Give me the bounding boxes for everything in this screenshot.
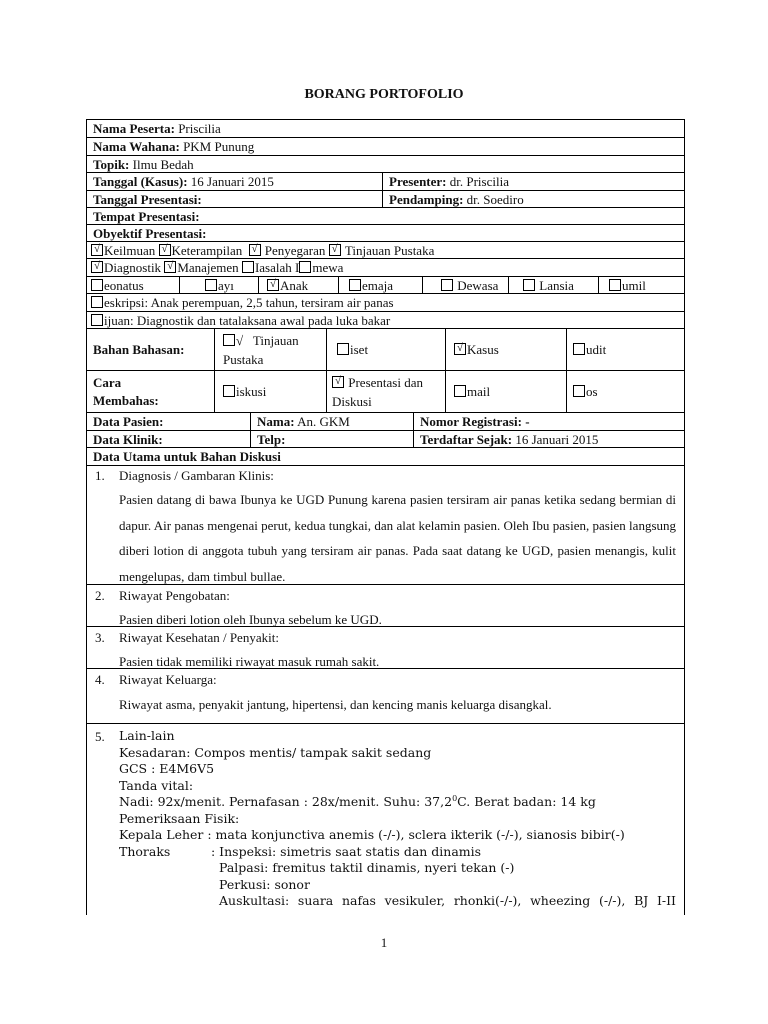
row-data-utama bbox=[87, 448, 684, 466]
item-number: 2. bbox=[95, 588, 105, 603]
manajemen-label: Manajemen bbox=[177, 260, 239, 275]
data-klinik-label: Data Klinik: bbox=[93, 432, 163, 447]
row-data-klinik bbox=[87, 431, 684, 448]
deskripsi-checkbox bbox=[91, 296, 103, 308]
nama-wahana-label: Nama Wahana: bbox=[93, 139, 180, 154]
riwayat-kesehatan-title: Riwayat Kesehatan / Penyakit: bbox=[119, 630, 279, 645]
istimewa-label: mewa bbox=[312, 260, 344, 275]
topik-value: Ilmu Bedah bbox=[132, 157, 194, 172]
kasus-label: Kasus bbox=[467, 342, 499, 357]
anak-label: Anak bbox=[280, 278, 309, 293]
item-number: 5. bbox=[95, 729, 105, 744]
diskusi-checkbox bbox=[223, 385, 235, 397]
audit-checkbox bbox=[573, 343, 585, 355]
gcs-text: GCS : E4M6V5 bbox=[119, 761, 215, 776]
page-number: 1 bbox=[380, 935, 388, 950]
tujuan-checkbox bbox=[91, 314, 103, 326]
item-number: 4. bbox=[95, 672, 105, 687]
obyektif-label: Obyektif Presentasi: bbox=[93, 226, 207, 241]
item-number: 1. bbox=[95, 468, 105, 483]
nomor-registrasi-label: Nomor Registrasi: bbox=[420, 414, 522, 429]
audit-label: udit bbox=[586, 342, 607, 357]
row-tanggal-presentasi bbox=[87, 191, 684, 208]
pustaka-label: Pustaka bbox=[223, 352, 264, 367]
deskripsi-text: eskripsi: Anak perempuan, 2,5 tahun, tersiram air panas bbox=[104, 295, 394, 310]
section-riwayat-kesehatan bbox=[87, 627, 684, 669]
row-topik bbox=[87, 156, 684, 173]
keterampilan-label: Keterampilan bbox=[171, 243, 243, 258]
lain-lain-title: Lain-lain bbox=[119, 728, 175, 743]
keilmuan-checkbox bbox=[91, 244, 103, 256]
email-checkbox bbox=[454, 385, 466, 397]
tinjauan-label: Tinjauan bbox=[252, 333, 299, 348]
diagnostik-checkbox bbox=[91, 261, 103, 273]
tanggal-presentasi-label: Tanggal Presentasi: bbox=[93, 192, 202, 207]
nama-pasien-label: Nama: bbox=[257, 414, 295, 429]
page-title: BORANG PORTOFOLIO bbox=[304, 87, 464, 102]
kepala-leher-text: Kepala Leher : mata konjunctiva anemis (-/-), sclera ikterik (-/-), sianosis bibir(-) bbox=[119, 827, 625, 842]
nama-wahana-value: PKM Punung bbox=[183, 139, 255, 154]
tinjauan-pustaka-bahan-checkbox bbox=[223, 334, 235, 346]
data-utama-label: Data Utama untuk Bahan Diskusi bbox=[93, 449, 281, 464]
penyegaran-label: Penyegaran bbox=[264, 243, 326, 258]
riwayat-pengobatan-title: Riwayat Pengobatan: bbox=[119, 588, 230, 603]
terdaftar-sejak-value: 16 Januari 2015 bbox=[515, 432, 599, 447]
row-age-group bbox=[87, 277, 684, 294]
neonatus-label: eonatus bbox=[104, 278, 144, 293]
email-label: mail bbox=[467, 384, 491, 399]
dewasa-label: Dewasa bbox=[457, 278, 499, 293]
pendamping-value: dr. Soediro bbox=[466, 192, 524, 207]
tanggal-kasus-label: Tanggal (Kasus): bbox=[93, 174, 188, 189]
remaja-checkbox bbox=[349, 279, 361, 291]
nomor-registrasi-value: - bbox=[525, 414, 530, 429]
bayi-label: ayı bbox=[218, 278, 234, 293]
row-obyektif-1 bbox=[87, 242, 684, 259]
terdaftar-sejak-label: Terdaftar Sejak: bbox=[420, 432, 513, 447]
telp-label: Telp: bbox=[257, 432, 286, 447]
row-tujuan bbox=[87, 312, 684, 329]
nama-pasien-value: An. GKM bbox=[297, 414, 350, 429]
dewasa-checkbox bbox=[441, 279, 453, 291]
cara-label: Cara bbox=[93, 375, 122, 390]
tinjauan-pustaka-checkbox bbox=[329, 244, 341, 256]
tempat-presentasi-label: Tempat Presentasi: bbox=[93, 209, 200, 224]
tujuan-text: ijuan: Diagnostik dan tatalaksana awal pada luka bakar bbox=[104, 313, 391, 328]
vital-signs-text: Nadi: 92x/menit. Pernafasan : 28x/menit. Suhu: 37,2$^0$C. Berat badan: 14 kg bbox=[119, 793, 596, 809]
riset-label: iset bbox=[350, 342, 369, 357]
presenter-value: dr. Priscilia bbox=[449, 174, 509, 189]
neonatus-checkbox bbox=[91, 279, 103, 291]
tanda-vital-text: Tanda vital: bbox=[119, 777, 194, 793]
palpasi-text: Palpasi: fremitus taktil dinamis, nyeri tekan (-) bbox=[219, 860, 515, 875]
row-obyektif-label bbox=[87, 225, 684, 242]
lansia-checkbox bbox=[523, 279, 535, 291]
anak-checkbox bbox=[267, 279, 279, 291]
row-tempat-presentasi bbox=[87, 208, 684, 225]
topik-label: Topik: bbox=[93, 157, 130, 172]
keilmuan-label: Keilmuan bbox=[104, 243, 156, 258]
keterampilan-checkbox bbox=[159, 244, 171, 256]
thoraks-label: Thoraks bbox=[119, 843, 171, 859]
lansia-label: Lansia bbox=[539, 278, 574, 293]
pos-checkbox bbox=[573, 385, 585, 397]
bayi-checkbox bbox=[205, 279, 217, 291]
row-obyektif-2 bbox=[87, 259, 684, 277]
riset-checkbox bbox=[337, 343, 349, 355]
kasus-checkbox bbox=[454, 343, 466, 355]
row-data-pasien bbox=[87, 413, 684, 431]
bumil-label: umil bbox=[622, 278, 646, 293]
riwayat-kesehatan-body: Pasien tidak memiliki riwayat masuk rumah sakit. bbox=[119, 654, 380, 669]
pos-label: os bbox=[586, 384, 598, 399]
riwayat-keluarga-body: Riwayat asma, penyakit jantung, hipertensi, dan kencing manis keluarga disangkal. bbox=[119, 697, 552, 712]
section-riwayat-keluarga bbox=[87, 669, 684, 724]
item-number: 3. bbox=[95, 630, 105, 645]
istimewa-checkbox bbox=[299, 261, 311, 273]
riwayat-pengobatan-body: Pasien diberi lotion oleh Ibunya sebelum ke UGD. bbox=[119, 612, 382, 627]
diagnostik-label: Diagnostik bbox=[104, 260, 162, 275]
presentasi-diskusi-checkbox bbox=[332, 376, 344, 388]
row-nama-peserta bbox=[87, 120, 684, 138]
portfolio-form bbox=[86, 119, 685, 915]
penyegaran-checkbox bbox=[249, 244, 261, 256]
nama-peserta-value: Priscilia bbox=[178, 121, 221, 136]
kesadaran-text: Kesadaran: Compos mentis/ tampak sakit sedang bbox=[119, 744, 432, 760]
istimewa-prefix: I bbox=[295, 260, 300, 275]
perkusi-text: Perkusi: sonor bbox=[219, 876, 310, 892]
row-deskripsi bbox=[87, 294, 684, 312]
presenter-label: Presenter: bbox=[389, 174, 447, 189]
manajemen-checkbox bbox=[164, 261, 176, 273]
section-diagnosis bbox=[87, 466, 684, 585]
presentasi-label: Presentasi dan bbox=[348, 375, 423, 390]
diskusi-line2-label: Diskusi bbox=[332, 394, 372, 409]
masalah-label: Iasalah bbox=[254, 260, 292, 275]
remaja-label: emaja bbox=[362, 278, 394, 293]
row-cara-membahas bbox=[87, 371, 684, 413]
bumil-checkbox bbox=[609, 279, 621, 291]
tinjauan-mark: √ bbox=[236, 333, 244, 348]
tinjauan-pustaka-label: Tinjauan Pustaka bbox=[344, 243, 435, 258]
bahan-bahasan-label: Bahan Bahasan: bbox=[93, 342, 185, 357]
pemeriksaan-fisik-text: Pemeriksaan Fisik: bbox=[119, 810, 240, 826]
nama-peserta-label: Nama Peserta: bbox=[93, 121, 175, 136]
data-pasien-label: Data Pasien: bbox=[93, 414, 164, 429]
tanggal-kasus-value: 16 Januari 2015 bbox=[190, 174, 274, 189]
auskultasi-text: Auskultasi: suara nafas vesikuler, rhonki(-/-), wheezing (-/-), BJ I-II bbox=[219, 893, 676, 908]
thoraks-inspeksi-text: : Inspeksi: simetris saat statis dan dinamis bbox=[211, 843, 482, 859]
pendamping-label: Pendamping: bbox=[389, 192, 464, 207]
riwayat-keluarga-title: Riwayat Keluarga: bbox=[119, 672, 217, 687]
diskusi-label: iskusi bbox=[236, 384, 267, 399]
thoraks-row bbox=[119, 844, 676, 861]
row-bahan-bahasan bbox=[87, 329, 684, 371]
row-nama-wahana bbox=[87, 138, 684, 156]
diagnosis-body: Pasien datang di bawa Ibunya ke UGD Punung karena pasien tersiram air panas ketika sedang bermian di dapur. Air panas mengenai perut, kedua tungkai, dan alat kelamin pasien. Oleh Ibu pasien, pasien langsung diberi lotion di anggota tubuh yang tersiram air panas. Pada saat datang ke UGD, pasien menangis, kulit mengelupas, dam timbul bullae. bbox=[119, 492, 676, 584]
section-riwayat-pengobatan bbox=[87, 585, 684, 627]
diagnosis-title: Diagnosis / Gambaran Klinis: bbox=[119, 468, 274, 483]
membahas-label: Membahas: bbox=[93, 393, 159, 408]
section-lain-lain bbox=[87, 724, 684, 915]
masalah-checkbox bbox=[242, 261, 254, 273]
row-tanggal-kasus bbox=[87, 173, 684, 191]
